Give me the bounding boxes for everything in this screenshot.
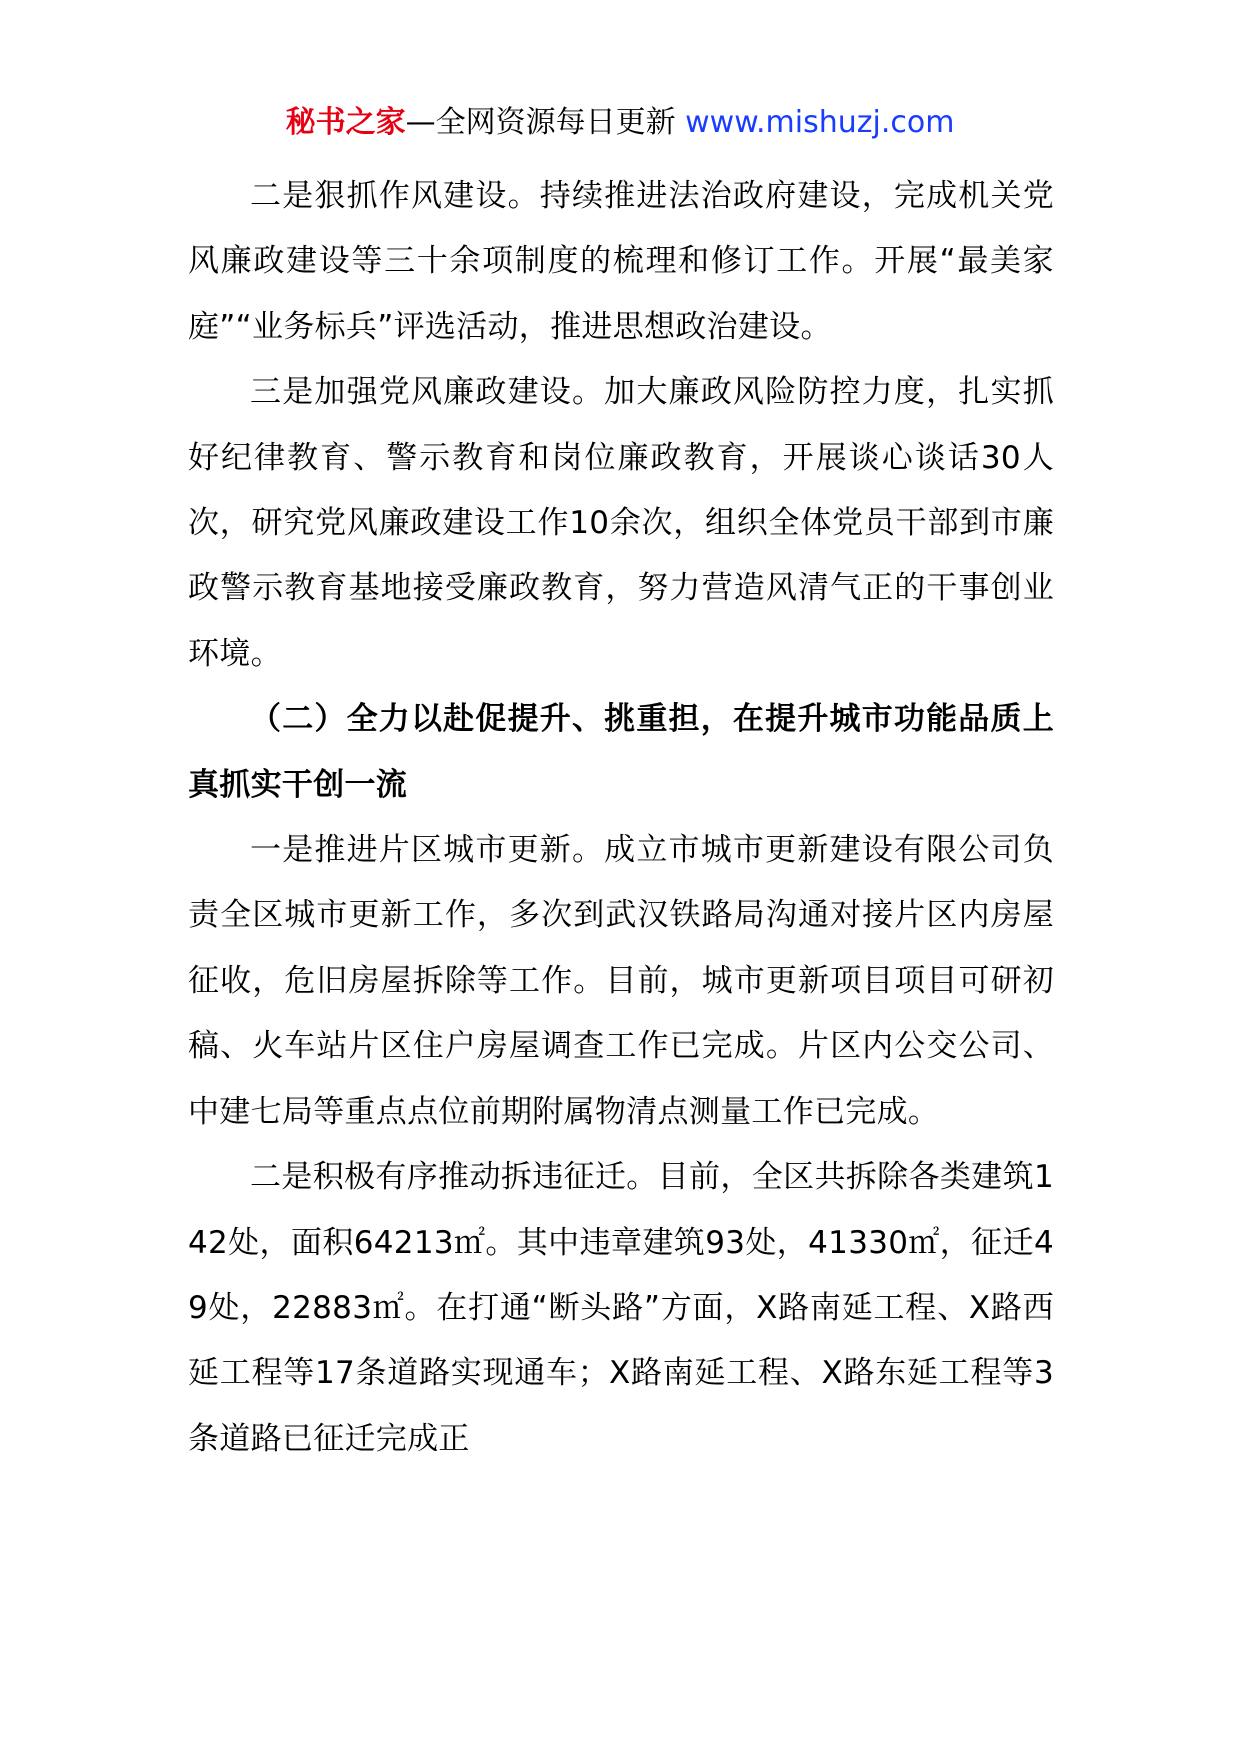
paragraph-work-style: 二是狠抓作风建设。持续推进法治政府建设，完成机关党风廉政建设等三十余项制度的梳理和修订工作。开展“最美家庭”“业务标兵”评选活动，推进思想政治建设。 (188, 178, 1054, 345)
paragraph-integrity: 三是加强党风廉政建设。加大廉政风险防控力度，扎实抓好纪律教育、警示教育和岗位廉政教育，开展谈心谈话30人次，研究党风廉政建设工作10余次，组织全体党员干部到市廉政警示教育基地接受廉政教育，努力营造风清气正的干事创业环境。 (188, 374, 1054, 672)
paragraph-urban-renewal: 一是推进片区城市更新。成立市城市更新建设有限公司负责全区城市更新工作，多次到武汉铁路局沟通对接片区内房屋征收，危旧房屋拆除等工作。目前，城市更新项目项目可研初稿、火车站片区住户房屋调查工作已完成。片区内公交公司、中建七局等重点点位前期附属物清点测量工作已完成。 (188, 832, 1054, 1130)
site-tagline: —全网资源每日更新 (405, 105, 676, 140)
page-header (0, 101, 1240, 145)
site-url-link[interactable]: www.mishuzj.com (685, 105, 955, 140)
section-heading: （二）全力以赴促提升、挑重担，在提升城市功能品质上真抓实干创一流 (188, 701, 1054, 803)
paragraph-demolition: 二是积极有序推动拆违征迁。目前，全区共拆除各类建筑142处，面积64213㎡。其中违章建筑93处，41330㎡，征迁49处，22883㎡。在打通“断头路”方面，X路南延工程、X路西延工程等17条道路实现通车；X路南延工程、X路东延工程等3条道路已征迁完成正 (188, 1159, 1054, 1457)
site-brand: 秘书之家 (285, 105, 406, 140)
document-body (188, 164, 1054, 1472)
